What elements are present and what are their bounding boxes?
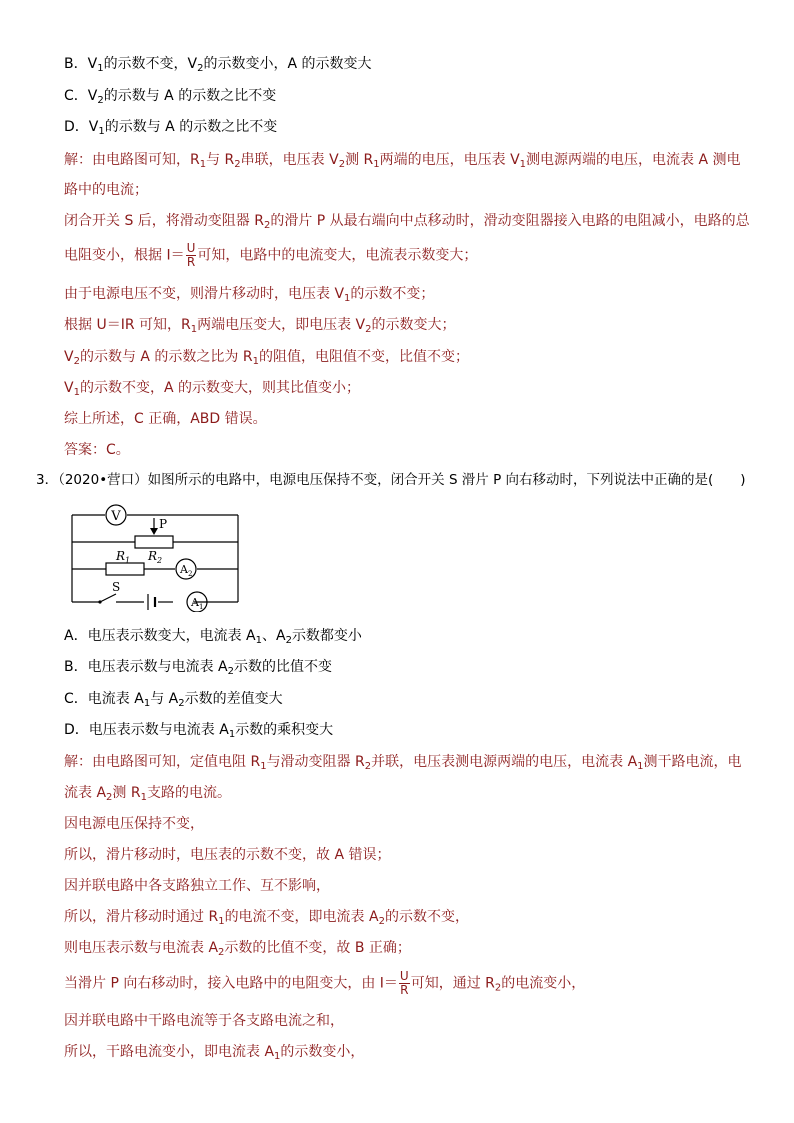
r1-label: $R_1$ [116, 549, 131, 565]
ammeter-a1-label: $A_1$ [191, 596, 204, 611]
solution-prev-line-1: 解：由电路图可知，$R_1$与 $R_2$串联，电压表 $V_2$测 $R_1$两端的电压，电压表 $V_1$测电源两端的电压，电流表 A 测电 [64, 152, 741, 170]
resistor-r2 [135, 536, 173, 548]
solution-prev-line-8: $V_1$的示数不变，A 的示数变大，则其比值变小； [64, 380, 360, 398]
solution-q3-line-3: 因电源电压保持不变， [64, 816, 204, 832]
solution-prev-line-9: 综上所述，C 正确，ABD 错误。 [64, 411, 267, 427]
voltmeter-label: V [111, 509, 121, 524]
solution-prev-line-2: 路中的电流； [64, 182, 148, 198]
solution-q3-line-5: 因并联电路中各支路独立工作、互不影响， [64, 878, 330, 894]
option-a-q3: A．电压表示数变大，电流表 $A_1$、$A_2$示数都变小 [64, 628, 362, 646]
solution-prev-line-7: $V_2$的示数与 A 的示数之比为 $R_1$的阻值，电阻值不变，比值不变； [64, 349, 469, 367]
ammeter-a2-label: $A_2$ [180, 563, 193, 578]
fraction-u-over-r-q3: $\frac{U}{R}$ [399, 969, 409, 997]
option-c-q3: C．电流表 $A_1$与 $A_2$示数的差值变大 [64, 691, 283, 709]
option-d-q3: D．电压表示数与电流表 $A_1$示数的乘积变大 [64, 722, 334, 740]
slider-p-arrowhead [150, 528, 158, 535]
solution-q3-line-6: 所以，滑片移动时通过 $R_1$的电流不变，即电流表 $A_2$的示数不变， [64, 909, 469, 927]
option-b-prev: B．$V_1$的示数不变，$V_2$的示数变小，A 的示数变大 [64, 56, 372, 74]
r2-label: $R_2$ [148, 549, 163, 565]
option-d-prev: D．$V_1$的示数与 A 的示数之比不变 [64, 119, 278, 137]
option-c-prev: C．$V_2$的示数与 A 的示数之比不变 [64, 88, 277, 106]
switch-s-pivot [98, 600, 101, 603]
solution-prev-line-5: 由于电源电压不变，则滑片移动时，电压表 $V_1$的示数不变； [64, 286, 435, 304]
solution-q3-line-2: 流表 $A_2$测 $R_1$支路的电流。 [64, 785, 231, 803]
solution-q3-line-4: 所以，滑片移动时，电压表的示数不变，故 A 错误； [64, 847, 391, 863]
fraction-u-over-r: $\frac{U}{R}$ [186, 241, 196, 269]
solution-q3-line-1: 解：由电路图可知，定值电阻 $R_1$与滑动变阻器 $R_2$并联，电压表测电源两端的电压，电流表 $A_1$测干路电流，电 [64, 754, 742, 772]
solution-q3-line-10: 所以，干路电流变小，即电流表 $A_1$的示数变小， [64, 1044, 365, 1062]
solution-prev-line-4: 电阻变小，根据 I＝ $\frac{U}{R}$ 可知，电路中的电流变大，电流表示数变大； [64, 241, 478, 269]
solution-prev-answer: 答案：C。 [64, 442, 130, 458]
option-b-q3: B．电压表示数与电流表 $A_2$示数的比值不变 [64, 659, 333, 677]
solution-prev-line-3: 闭合开关 S 后，将滑动变阻器 $R_2$的滑片 P 从最右端向中点移动时，滑动变阻器接入电路的电阻减小，电路的总 [64, 213, 750, 231]
slider-p-label: P [159, 517, 168, 531]
question-3-stem: 3．（2020•营口）如图所示的电路中，电源电压保持不变，闭合开关 S 滑片 P 向右移动时，下列说法中正确的是( ) [36, 472, 746, 488]
solution-q3-line-8: 当滑片 P 向右移动时，接入电路中的电阻变大，由 I＝ $\frac{U}{R}$ 可知，通过 $R_2$的电流变小， [64, 969, 586, 997]
switch-s-label: S [112, 580, 121, 594]
solution-q3-line-9: 因并联电路中干路电流等于各支路电流之和， [64, 1013, 344, 1029]
switch-s-blade [100, 594, 116, 602]
solution-prev-line-6: 根据 U＝IR 可知，$R_1$两端电压变大，即电压表 $V_2$的示数变大； [64, 317, 456, 335]
circuit-diagram [60, 500, 250, 612]
solution-q3-line-7: 则电压表示数与电流表 $A_2$示数的比值不变，故 B 正确； [64, 940, 411, 958]
